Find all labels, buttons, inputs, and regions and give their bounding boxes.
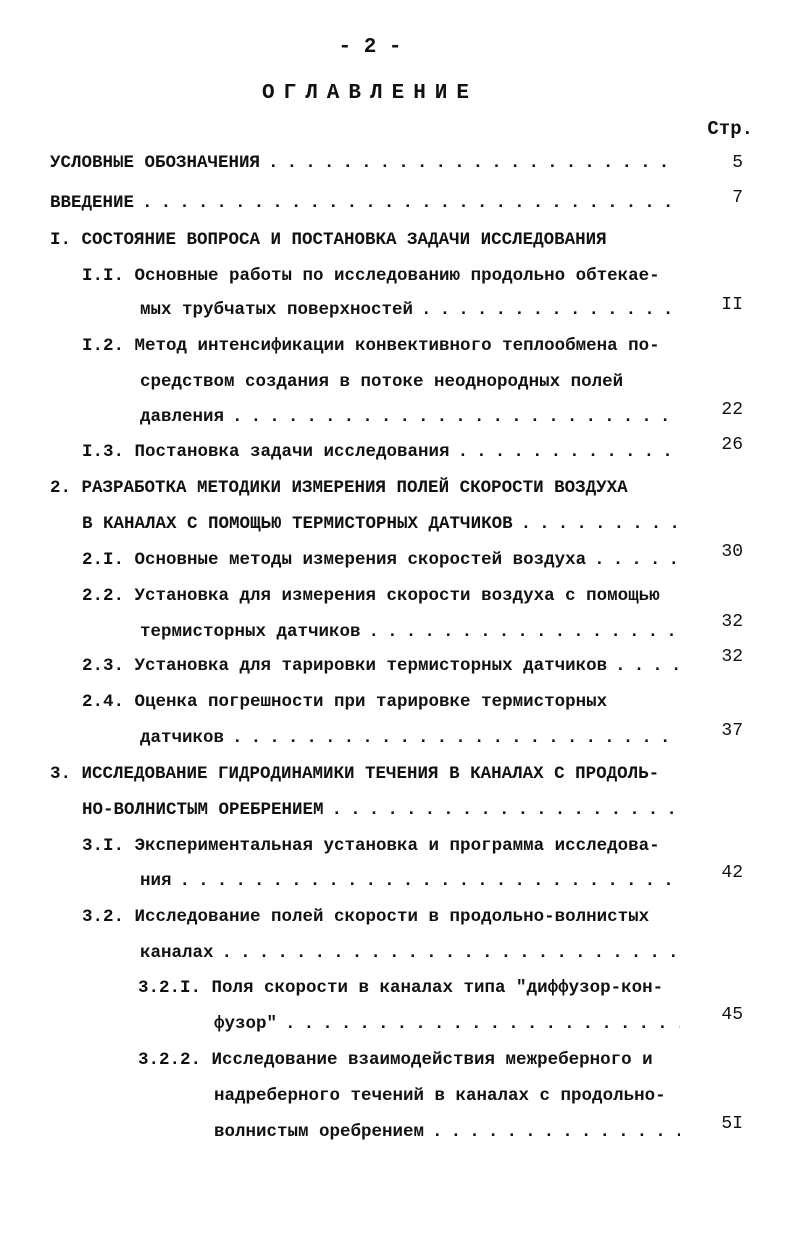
leader-dots: [232, 723, 680, 753]
toc-entry-3-2-line-1[interactable]: [82, 902, 692, 932]
toc-entry-1-1-line-2[interactable]: [140, 295, 680, 325]
toc-entry-text: УСЛОВНЫЕ ОБОЗНАЧЕНИЯ: [50, 153, 261, 173]
toc-page-number: 45: [721, 1005, 743, 1025]
toc-entry-2-4-line-1[interactable]: [82, 687, 692, 717]
leader-dots: [432, 1117, 680, 1147]
toc-entry-text: средством создания в потоке неоднородных полей: [140, 372, 624, 392]
toc-page-number: II: [721, 295, 743, 315]
leader-dots: [594, 545, 680, 575]
toc-page-number: 22: [721, 400, 743, 420]
toc-entry-chapter-2-line-1[interactable]: [50, 473, 690, 503]
toc-entry-text: ВВЕДЕНИЕ: [50, 193, 135, 213]
toc-entry-text: 3.2. Исследование полей скорости в продольно-волнистых: [82, 907, 650, 927]
toc-entry-chapter-3-line-1[interactable]: [50, 759, 690, 789]
toc-entry-text: 3.2.I. Поля скорости в каналах типа "диффузор-кон-: [138, 978, 664, 998]
toc-entry-1-2-line-2[interactable]: [140, 367, 680, 397]
toc-entry-2-4-line-2[interactable]: [140, 723, 680, 753]
toc-entry-text: НО-ВОЛНИСТЫМ ОРЕБРЕНИЕМ: [82, 800, 324, 820]
toc-page-number: 42: [721, 863, 743, 883]
toc-entry-text: 2.3. Установка для тарировки термисторных датчиков: [82, 656, 608, 676]
leader-dots: [458, 437, 680, 467]
toc-entry-text: 2.I. Основные методы измерения скоростей воздуха: [82, 550, 587, 570]
toc-entry-text: I.3. Постановка задачи исследования: [82, 442, 450, 462]
toc-entry-text: 3.2.2. Исследование взаимодействия межреберного и: [138, 1050, 653, 1070]
toc-page-number: 7: [732, 188, 743, 208]
leader-dots: [232, 402, 680, 432]
toc-entry-3-2-2-line-2[interactable]: [214, 1081, 690, 1111]
page-title: ОГЛАВЛЕНИЕ: [261, 82, 479, 105]
toc-entry-text: I.2. Метод интенсификации конвективного теплообмена по-: [82, 336, 660, 356]
toc-entry-text: 3. ИССЛЕДОВАНИЕ ГИДРОДИНАМИКИ ТЕЧЕНИЯ В КАНАЛАХ С ПРОДОЛЬ-: [50, 764, 660, 784]
toc-entry-text: фузор": [214, 1014, 278, 1034]
toc-entry-2-2-line-1[interactable]: [82, 581, 692, 611]
leader-dots: [421, 295, 680, 325]
toc-entry-text: ния: [140, 871, 172, 891]
leader-dots: [521, 509, 680, 539]
toc-entry-text: термисторных датчиков: [140, 622, 361, 642]
toc-entry-3-1-line-2[interactable]: [140, 866, 680, 896]
toc-page-number: 32: [721, 647, 743, 667]
toc-entry-2-2-line-2[interactable]: [140, 617, 680, 647]
page-column-header: Стр.: [707, 118, 753, 140]
toc-page-number: 26: [721, 435, 743, 455]
leader-dots: [332, 795, 680, 825]
toc-entry-text: 3.I. Экспериментальная установка и программа исследова-: [82, 836, 660, 856]
toc-entry-text: 2. РАЗРАБОТКА МЕТОДИКИ ИЗМЕРЕНИЯ ПОЛЕЙ СКОРОСТИ ВОЗДУХА: [50, 478, 628, 498]
toc-entry-chapter-3-line-2[interactable]: [82, 795, 680, 825]
toc-page-number: 5I: [721, 1114, 743, 1134]
toc-page-number: 30: [721, 542, 743, 562]
toc-page-number: 5: [732, 153, 743, 173]
leader-dots: [180, 866, 680, 896]
toc-entry-1-2-line-3[interactable]: [140, 402, 680, 432]
toc-entry-symbols[interactable]: [50, 148, 680, 178]
toc-entry-3-2-1-line-1[interactable]: [138, 973, 690, 1003]
toc-entry-3-2-2-line-3[interactable]: [214, 1117, 680, 1147]
leader-dots: [285, 1009, 680, 1039]
leader-dots: [615, 651, 680, 681]
leader-dots: [369, 617, 680, 647]
toc-entry-text: 2.4. Оценка погрешности при тарировке термисторных: [82, 692, 608, 712]
toc-entry-text: датчиков: [140, 728, 225, 748]
leader-dots: [268, 148, 680, 178]
toc-entry-3-2-1-line-2[interactable]: [214, 1009, 680, 1039]
page-number: - 2 -: [338, 36, 402, 59]
toc-entry-2-1[interactable]: [82, 545, 680, 575]
toc-entry-text: В КАНАЛАХ С ПОМОЩЬЮ ТЕРМИСТОРНЫХ ДАТЧИКОВ: [82, 514, 513, 534]
toc-entry-3-2-2-line-1[interactable]: [138, 1045, 690, 1075]
toc-entry-text: I. СОСТОЯНИЕ ВОПРОСА И ПОСТАНОВКА ЗАДАЧИ ИССЛЕДОВАНИЯ: [50, 230, 607, 250]
toc-entry-text: 2.2. Установка для измерения скорости воздуха с помощью: [82, 586, 660, 606]
toc-page-number: 32: [721, 612, 743, 632]
toc-entry-text: мых трубчатых поверхностей: [140, 300, 414, 320]
toc-entry-1-3[interactable]: [82, 437, 680, 467]
toc-entry-1-1-line-1[interactable]: [82, 261, 692, 291]
leader-dots: [142, 188, 680, 218]
toc-entry-text: давления: [140, 407, 225, 427]
toc-entry-text: каналах: [140, 943, 214, 963]
toc-entry-chapter-1[interactable]: [50, 225, 690, 255]
leader-dots: [222, 938, 680, 968]
toc-entry-3-2-line-2[interactable]: [140, 938, 680, 968]
toc-entry-chapter-2-line-2[interactable]: [82, 509, 680, 539]
toc-entry-text: I.I. Основные работы по исследованию продольно обтекае-: [82, 266, 660, 286]
toc-entry-text: волнистым оребрением: [214, 1122, 425, 1142]
toc-page-number: 37: [721, 721, 743, 741]
toc-entry-text: надреберного течений в каналах с продольно-: [214, 1086, 666, 1106]
toc-entry-1-2-line-1[interactable]: [82, 331, 692, 361]
toc-entry-3-1-line-1[interactable]: [82, 831, 692, 861]
toc-entry-2-3[interactable]: [82, 651, 680, 681]
toc-entry-introduction[interactable]: [50, 188, 680, 218]
